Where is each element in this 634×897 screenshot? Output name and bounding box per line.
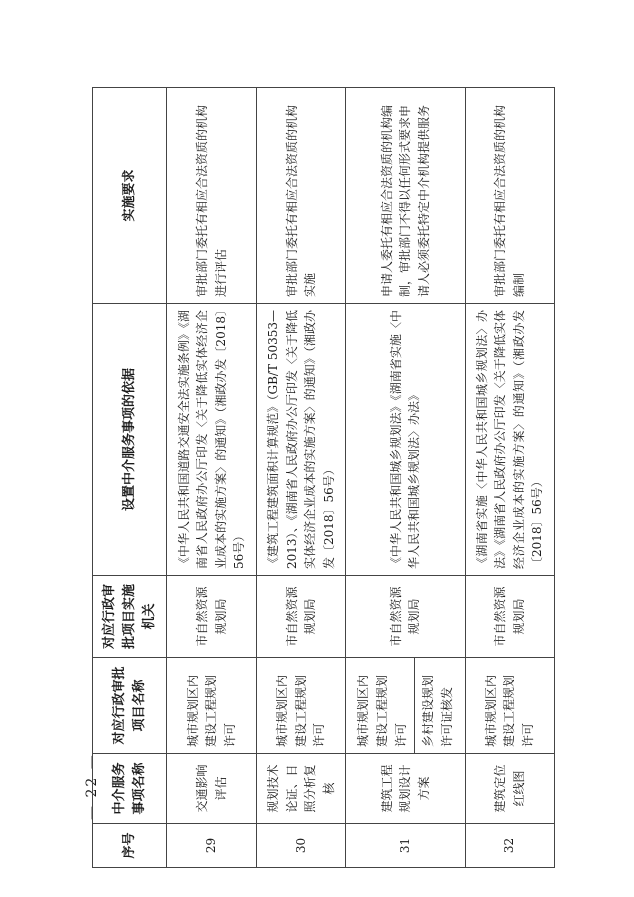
header-authority: 对应行政审批项目实施机关 [93, 576, 167, 658]
approval-name-split [346, 658, 465, 754]
service-name: 建筑工程规划设计方案 [346, 754, 465, 824]
basis: 《建筑工程建筑面积计算规范》（GB/T 50353—2013）、《湖南省人民政府办公厅印发〈关于降低实体经济企业成本的实施方案〉的通知》（湘政办发〔2018〕56号） [256, 304, 345, 576]
approval-name: 城市规划区内建设工程规划许可 [167, 658, 256, 754]
approval-name: 城市规划区内建设工程规划许可 [465, 658, 555, 754]
table-row [346, 88, 465, 868]
row-number: 32 [465, 824, 555, 868]
authority: 市自然资源规划局 [346, 576, 465, 658]
approval-name-a: 城市规划区内建设工程规划许可 [356, 674, 408, 747]
requirement: 审批部门委托有相应合法资质的机构实施 [256, 88, 345, 304]
service-name: 规划技术论证、日照分析复核 [256, 754, 345, 824]
authority: 市自然资源规划局 [167, 576, 256, 658]
requirement: 审批部门委托有相应合法资质的机构编制 [465, 88, 555, 304]
header-service-name: 中介服务事项名称 [93, 754, 167, 824]
row-number: 30 [256, 824, 345, 868]
basis: 《中华人民共和国道路交通安全法实施条例》《湖南省人民政府办公厅印发〈关于降低实体经济企业成本的实施方案〉的通知》（湘政办发〔2018〕56号） [167, 304, 256, 576]
table-row [256, 88, 345, 868]
header-row [93, 88, 167, 868]
intermediary-services-table [92, 87, 555, 868]
table-row [167, 88, 256, 868]
authority: 市自然资源规划局 [465, 576, 555, 658]
table-row [465, 88, 555, 868]
row-number: 31 [346, 824, 465, 868]
requirement: 申请人委托有相应合法资质的机构编制，审批部门不得以任何形式要求申请人必须委托特定中介机构提供服务 [346, 88, 465, 304]
requirement: 审批部门委托有相应合法资质的机构进行评估 [167, 88, 256, 304]
approval-name-b: 乡村建设规划许可证核发 [414, 658, 460, 753]
header-requirement: 实施要求 [93, 88, 167, 304]
page-number: — 22 — [84, 753, 100, 820]
rotated-table-container [92, 88, 555, 868]
authority: 市自然资源规划局 [256, 576, 345, 658]
header-approval-name: 对应行政审批项目名称 [93, 658, 167, 754]
header-basis: 设置中介服务事项的依据 [93, 304, 167, 576]
service-name: 建筑定位红线图 [465, 754, 555, 824]
approval-name: 城市规划区内建设工程规划许可 [256, 658, 345, 754]
service-name: 交通影响评估 [167, 754, 256, 824]
basis: 《中华人民共和国城乡规划法》《湖南省实施〈中华人民共和国城乡规划法〉办法》 [346, 304, 465, 576]
row-number: 29 [167, 824, 256, 868]
basis: 《湖南省实施〈中华人民共和国城乡规划法〉办法》《湖南省人民政府办公厅印发〈关于降低实体经济企业成本的实施方案〉的通知》（湘政办发〔2018〕56号） [465, 304, 555, 576]
header-serial: 序号 [93, 824, 167, 868]
